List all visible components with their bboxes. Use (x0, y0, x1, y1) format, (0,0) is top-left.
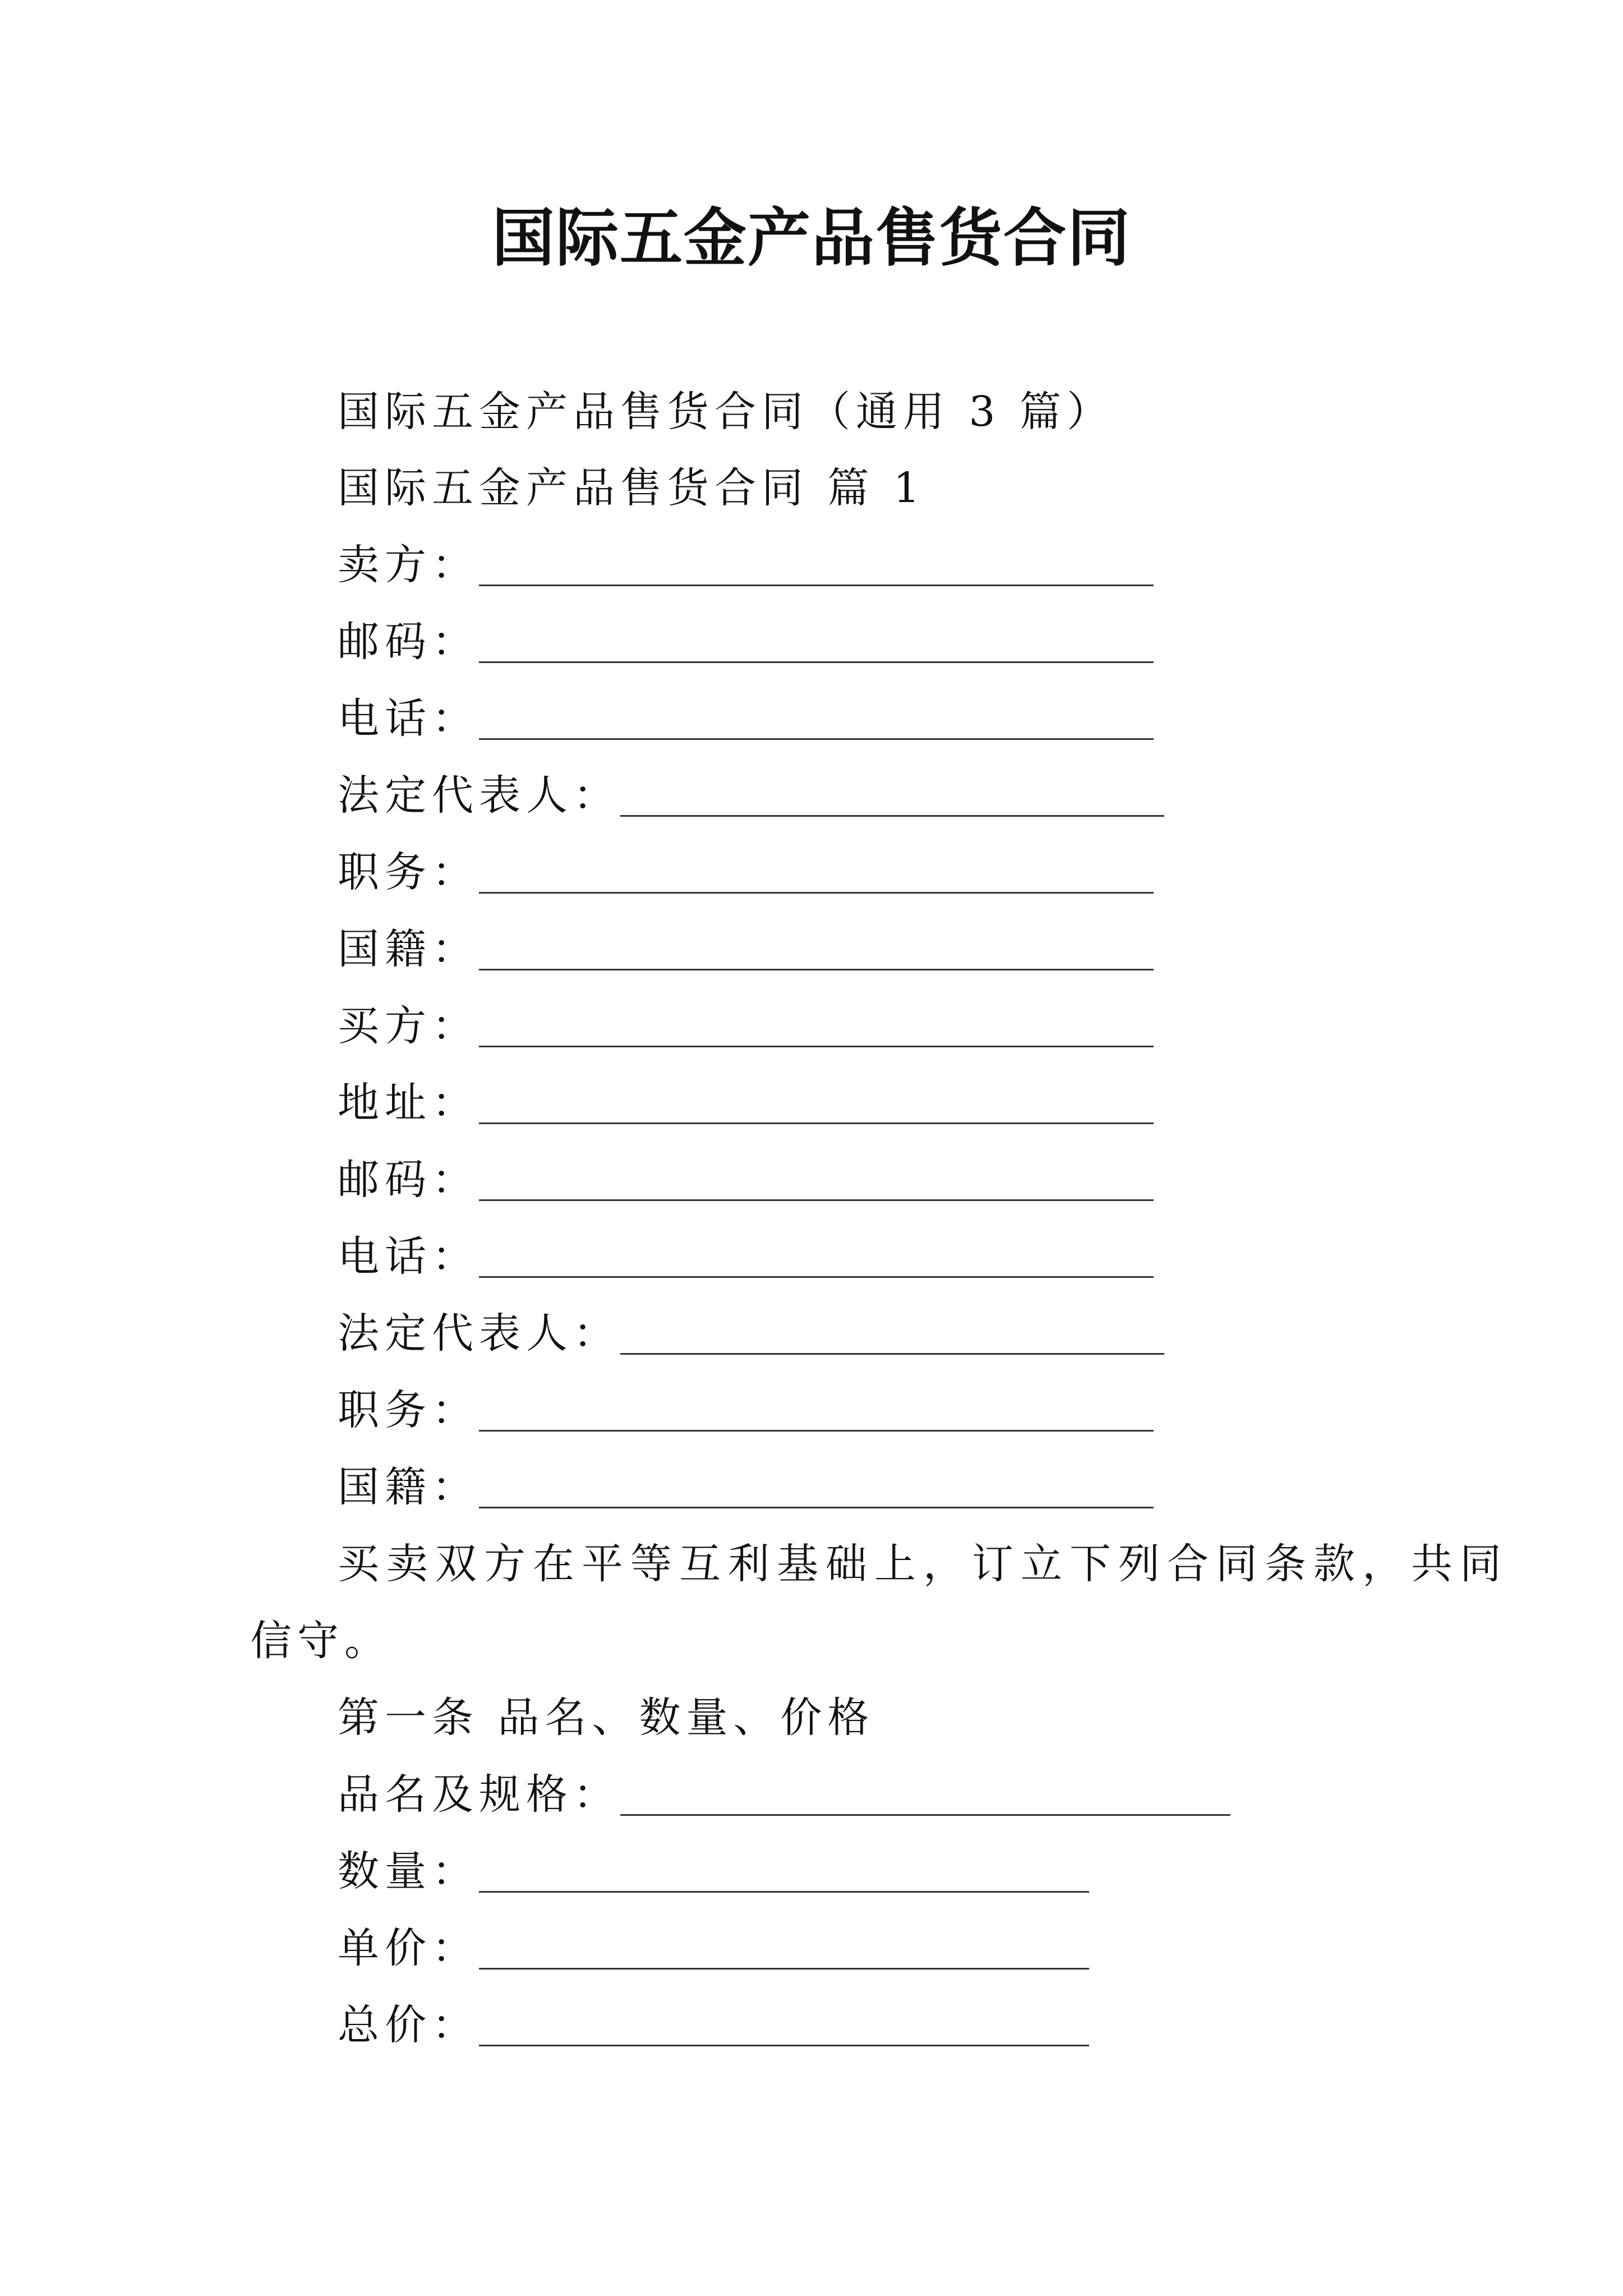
seller-name-label: 卖方： (338, 541, 479, 589)
document-subtitle: 国际五金产品售货合同（通用 3 篇） (338, 388, 1114, 436)
seller-legal-rep-label: 法定代表人： (338, 771, 620, 820)
buyer-address-field (338, 1075, 1154, 1131)
buyer-nationality-blank[interactable] (479, 1466, 1154, 1508)
seller-nationality-field (338, 921, 1154, 977)
buyer-phone-label: 电话： (338, 1232, 479, 1281)
buyer-postcode-field (338, 1152, 1154, 1208)
buyer-postcode-blank[interactable] (479, 1159, 1154, 1201)
buyer-phone-blank[interactable] (479, 1236, 1154, 1278)
seller-nationality-label: 国籍： (338, 925, 479, 973)
unit-price-label: 单价： (338, 1924, 479, 1972)
quantity-label: 数量： (338, 1847, 479, 1895)
buyer-legal-rep-field (338, 1305, 1164, 1361)
seller-legal-rep-blank[interactable] (620, 775, 1164, 817)
buyer-name-label: 买方： (338, 1002, 479, 1050)
buyer-nationality-field (338, 1459, 1154, 1515)
buyer-position-field (338, 1382, 1154, 1438)
buyer-address-label: 地址： (338, 1079, 479, 1127)
product-spec-label: 品名及规格： (338, 1770, 620, 1819)
seller-postcode-blank[interactable] (479, 621, 1154, 663)
seller-phone-blank[interactable] (479, 698, 1154, 740)
intro-paragraph-line-1: 买卖双方在平等互利基础上，订立下列合同条款，共同 (338, 1540, 1509, 1588)
buyer-phone-field (338, 1228, 1154, 1285)
product-spec-field (338, 1766, 1230, 1823)
intro-paragraph-line-2: 信守。 (250, 1617, 391, 1665)
quantity-blank[interactable] (479, 1851, 1089, 1893)
buyer-legal-rep-label: 法定代表人： (338, 1309, 620, 1358)
seller-postcode-label: 邮码： (338, 618, 479, 666)
buyer-name-blank[interactable] (479, 1005, 1154, 1047)
buyer-position-label: 职务： (338, 1386, 479, 1434)
buyer-legal-rep-blank[interactable] (620, 1313, 1164, 1355)
buyer-nationality-label: 国籍： (338, 1463, 479, 1511)
seller-position-blank[interactable] (479, 852, 1154, 894)
seller-name-field (338, 537, 1154, 593)
buyer-postcode-label: 邮码： (338, 1156, 479, 1204)
total-price-field (338, 1997, 1089, 2053)
seller-legal-rep-field (338, 767, 1164, 823)
seller-phone-label: 电话： (338, 694, 479, 743)
section-heading: 国际五金产品售货合同 篇 1 (338, 464, 926, 512)
seller-postcode-field (338, 614, 1154, 670)
unit-price-field (338, 1920, 1089, 1976)
seller-position-label: 职务： (338, 848, 479, 896)
seller-name-blank[interactable] (479, 544, 1154, 586)
product-spec-blank[interactable] (620, 1774, 1230, 1816)
article-1-heading: 第一条 品名、数量、价格 (338, 1694, 875, 1742)
document-title: 国际五金产品售货合同 (492, 201, 1131, 275)
unit-price-blank[interactable] (479, 1927, 1089, 1970)
quantity-field (338, 1843, 1089, 1899)
seller-phone-field (338, 691, 1154, 747)
seller-nationality-blank[interactable] (479, 928, 1154, 970)
buyer-position-blank[interactable] (479, 1389, 1154, 1432)
buyer-address-blank[interactable] (479, 1082, 1154, 1124)
total-price-label: 总价： (338, 2001, 479, 2049)
total-price-blank[interactable] (479, 2004, 1089, 2046)
seller-position-field (338, 844, 1154, 900)
buyer-name-field (338, 998, 1154, 1054)
